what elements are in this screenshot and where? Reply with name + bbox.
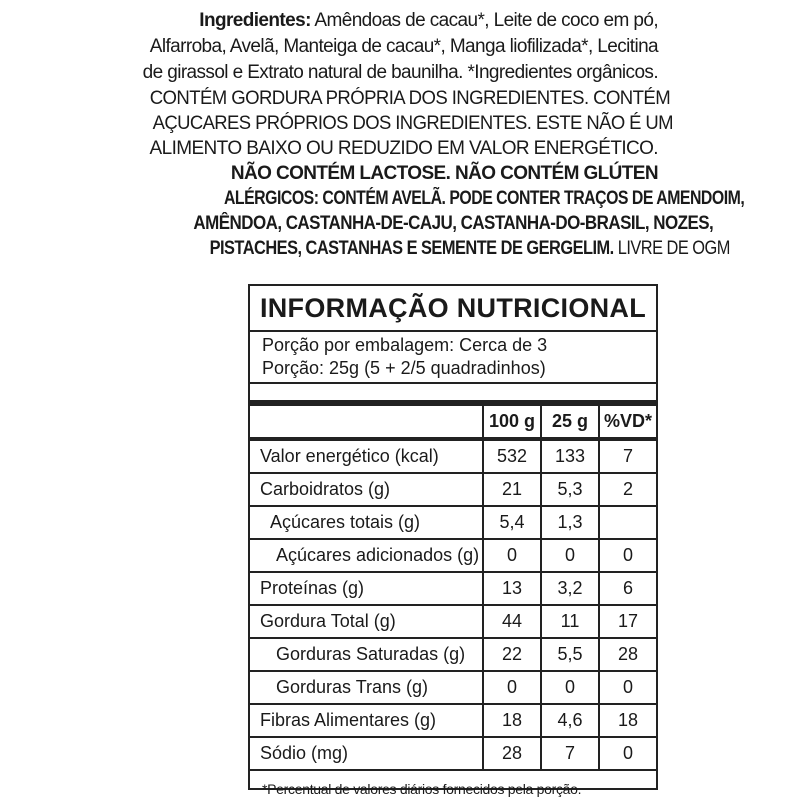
value-25g: 4,6	[541, 704, 599, 737]
nutrient-name: Gorduras Saturadas (g)	[250, 638, 483, 671]
value-vd: 28	[599, 638, 656, 671]
value-100g: 5,4	[483, 506, 541, 539]
table-row	[250, 539, 656, 572]
ingredients-label: Ingredientes:	[199, 10, 311, 31]
table-row	[250, 439, 656, 473]
nutrition-facts-panel	[248, 284, 658, 797]
header-vd: %VD*	[599, 406, 656, 439]
table-row	[250, 473, 656, 506]
value-100g: 22	[483, 638, 541, 671]
value-vd: 17	[599, 605, 656, 638]
nutrient-name: Açúcares totais (g)	[250, 506, 483, 539]
value-25g: 0	[541, 539, 599, 572]
allergens-text	[138, 186, 745, 261]
table-row	[250, 704, 656, 737]
value-vd: 7	[599, 439, 656, 473]
table-row	[250, 638, 656, 671]
allergens-line-3: PISTACHES, CASTANHAS E SEMENTE DE GERGELIM.	[209, 238, 614, 259]
claims-line-2: AÇUCARES PRÓPRIOS DOS INGREDIENTES. ESTE NÃO É UM	[152, 113, 673, 134]
nutrient-name: Gorduras Trans (g)	[250, 671, 483, 704]
nutrient-name: Gordura Total (g)	[250, 605, 483, 638]
servings-per-package: Porção por embalagem: Cerca de 3	[262, 335, 548, 355]
thick-divider	[250, 382, 656, 406]
value-100g: 13	[483, 572, 541, 605]
nutrient-name: Carboidratos (g)	[250, 473, 483, 506]
value-25g: 3,2	[541, 572, 599, 605]
nutrition-title: INFORMAÇÃO NUTRICIONAL	[259, 292, 647, 323]
value-100g: 28	[483, 737, 541, 770]
gmo-free-text: LIVRE DE OGM	[613, 238, 730, 259]
table-row	[250, 671, 656, 704]
value-25g: 11	[541, 605, 599, 638]
value-25g: 5,5	[541, 638, 599, 671]
nutrition-header-row	[250, 406, 656, 439]
value-25g: 133	[541, 439, 599, 473]
nutrient-name: Proteínas (g)	[250, 572, 483, 605]
header-25g: 25 g	[541, 406, 599, 439]
allergens-line-2: AMÊNDOA, CASTANHA-DE-CAJU, CASTANHA-DO-BRASIL, NOZES,	[193, 213, 714, 234]
value-vd: 18	[599, 704, 656, 737]
value-vd: 0	[599, 539, 656, 572]
table-row	[250, 737, 656, 770]
value-25g: 1,3	[541, 506, 599, 539]
serving-size: Porção: 25g (5 + 2/5 quadradinhos)	[262, 358, 546, 378]
value-vd: 0	[599, 671, 656, 704]
nutrient-name: Açúcares adicionados (g)	[250, 539, 483, 572]
value-vd: 0	[599, 737, 656, 770]
value-25g: 0	[541, 671, 599, 704]
value-100g: 532	[483, 439, 541, 473]
value-25g: 7	[541, 737, 599, 770]
allergens-line-1: ALÉRGICOS: CONTÉM AVELÃ. PODE CONTER TRAÇOS DE AMENDOIM,	[223, 188, 745, 209]
serving-info	[250, 330, 656, 380]
ingredients-line-2: Alfarroba, Avelã, Manteiga de cacau*, Manga liofilizada*, Lecitina	[149, 36, 658, 57]
value-25g: 5,3	[541, 473, 599, 506]
header-nutrient	[250, 406, 483, 439]
value-100g: 18	[483, 704, 541, 737]
table-row	[250, 605, 656, 638]
nutrient-name: Fibras Alimentares (g)	[250, 704, 483, 737]
value-100g: 44	[483, 605, 541, 638]
ingredients-line-1: Amêndoas de cacau*, Leite de coco em pó,	[310, 10, 658, 31]
nutrition-table	[250, 406, 656, 771]
value-vd	[599, 506, 656, 539]
nutrient-name: Valor energético (kcal)	[250, 439, 483, 473]
claims-text	[138, 86, 673, 186]
value-100g: 0	[483, 671, 541, 704]
label-text-block	[138, 8, 745, 261]
value-vd: 2	[599, 473, 656, 506]
value-vd: 6	[599, 572, 656, 605]
claims-line-4: NÃO CONTÉM LACTOSE. NÃO CONTÉM GLÚTEN	[230, 163, 658, 184]
value-100g: 0	[483, 539, 541, 572]
claims-line-3: ALIMENTO BAIXO OU REDUZIDO EM VALOR ENERGÉTICO.	[149, 138, 658, 159]
value-100g: 21	[483, 473, 541, 506]
table-row	[250, 572, 656, 605]
table-row	[250, 506, 656, 539]
nutrient-name: Sódio (mg)	[250, 737, 483, 770]
footnote: *Percentual de valores diários fornecidos pela porção.	[262, 781, 582, 797]
claims-line-1: CONTÉM GORDURA PRÓPRIA DOS INGREDIENTES. CONTÉM	[149, 88, 671, 109]
header-100g: 100 g	[483, 406, 541, 439]
ingredients-text	[138, 8, 658, 86]
ingredients-line-3: de girassol e Extrato natural de baunilha. *Ingredientes orgânicos.	[142, 62, 658, 83]
